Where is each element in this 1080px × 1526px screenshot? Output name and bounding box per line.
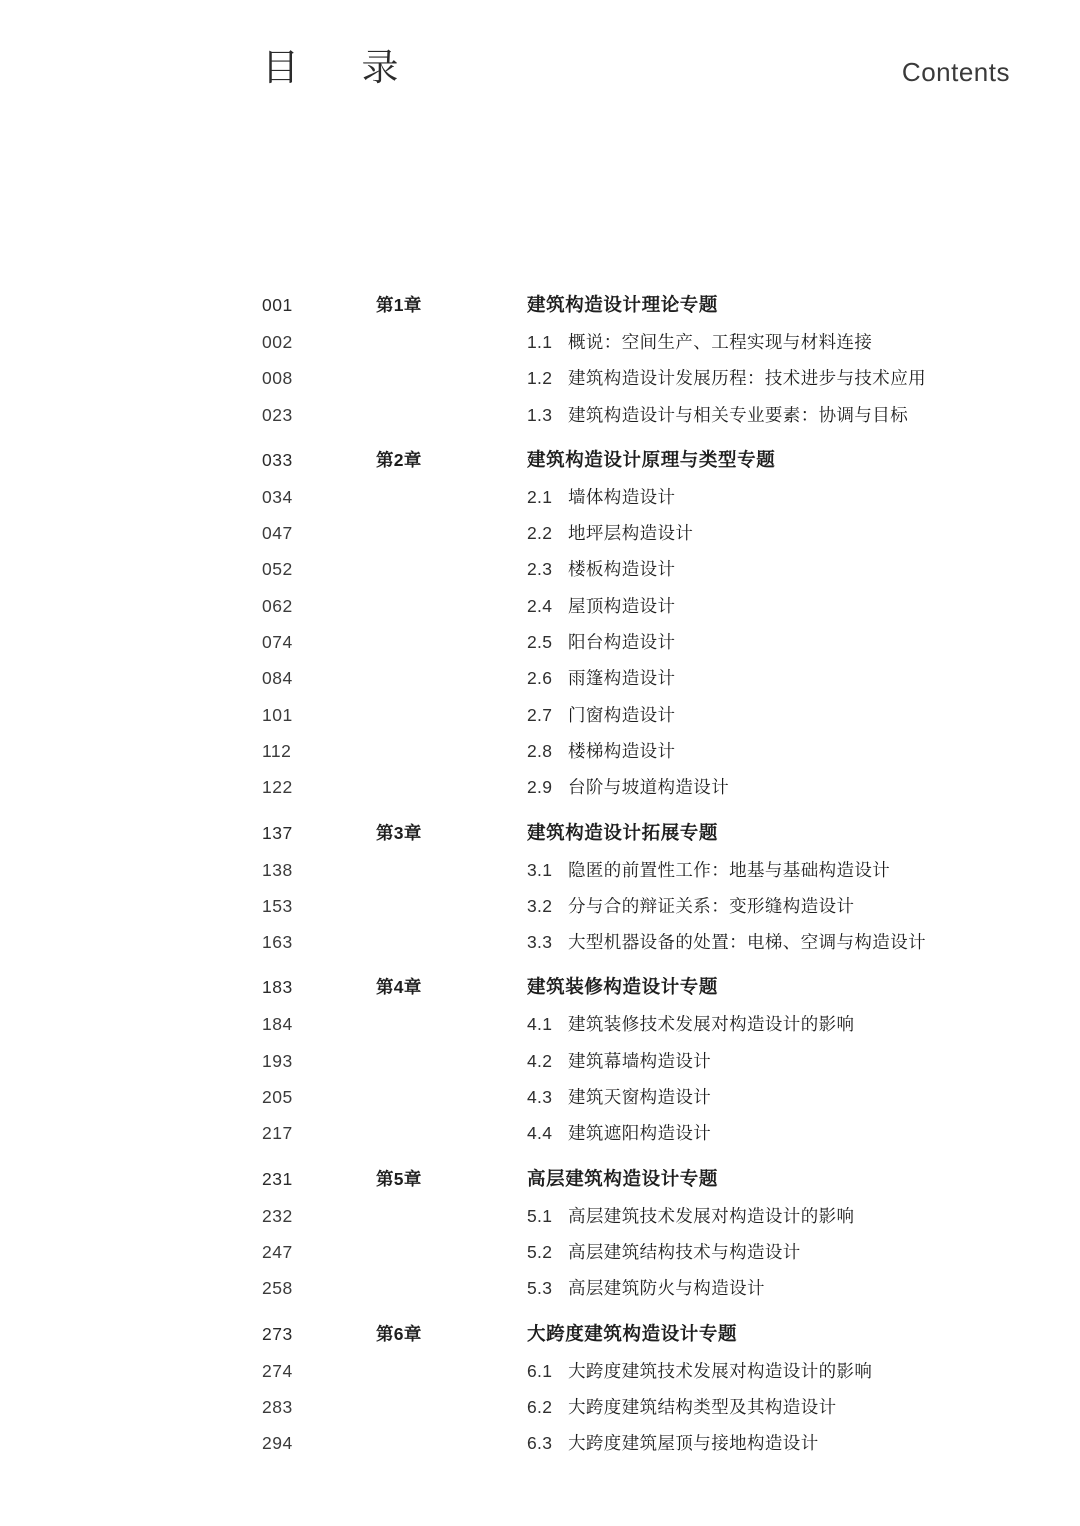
toc-entry-title: 建筑构造设计发展历程：技术进步与技术应用 (568, 368, 926, 389)
toc-section-number: 1.3 (527, 404, 553, 425)
toc-entry-title: 大跨度建筑结构类型及其构造设计 (568, 1396, 837, 1417)
toc-section-row[interactable] (0, 397, 1080, 433)
toc-page-number: 183 (262, 977, 293, 998)
toc-chapter-row[interactable] (0, 1160, 1080, 1198)
toc-section-number: 2.4 (527, 595, 553, 616)
toc-entry-title: 建筑构造设计原理与类型专题 (527, 448, 776, 470)
toc-page-number: 122 (262, 777, 293, 798)
toc-page-number: 217 (262, 1123, 293, 1144)
toc-entry-title: 大跨度建筑技术发展对构造设计的影响 (568, 1360, 873, 1381)
toc-entry-title: 楼板构造设计 (568, 559, 676, 580)
toc-section-number: 6.1 (527, 1360, 553, 1381)
toc-section-row[interactable] (0, 1425, 1080, 1461)
toc-section-row[interactable] (0, 1079, 1080, 1115)
toc-page-number: 153 (262, 895, 293, 916)
toc-section-number: 2.2 (527, 523, 553, 544)
toc-entry-title: 地坪层构造设计 (568, 523, 694, 544)
toc-page-number: 193 (262, 1050, 293, 1071)
toc-section-number: 2.6 (527, 668, 553, 689)
toc-page-number: 008 (262, 368, 293, 389)
toc-page-number: 074 (262, 632, 293, 653)
toc-entry-title: 门窗构造设计 (568, 704, 676, 725)
toc-page-number: 163 (262, 932, 293, 953)
toc-entry-title: 建筑构造设计拓展专题 (527, 821, 719, 843)
toc-page-number: 283 (262, 1396, 293, 1417)
toc-entry-title: 屋顶构造设计 (568, 595, 676, 616)
toc-section-number: 2.1 (527, 486, 553, 507)
toc-section-row[interactable] (0, 360, 1080, 396)
toc-entry-title: 分与合的辩证关系：变形缝构造设计 (568, 895, 855, 916)
toc-page-number: 273 (262, 1323, 293, 1344)
toc-section-row[interactable] (0, 1006, 1080, 1042)
toc-entry-title: 建筑构造设计与相关专业要素：协调与目标 (568, 404, 909, 425)
toc-entry-title: 大跨度建筑构造设计专题 (527, 1322, 738, 1344)
toc-chapter-label: 第1章 (376, 295, 422, 315)
toc-page-number: 034 (262, 486, 293, 507)
page-header (0, 44, 1080, 104)
toc-entry-title: 高层建筑防火与构造设计 (568, 1278, 765, 1299)
toc-page-number: 232 (262, 1205, 293, 1226)
toc-section-number: 2.3 (527, 559, 553, 580)
toc-chapter-label: 第6章 (376, 1323, 422, 1344)
toc-section-number: 2.9 (527, 777, 553, 798)
toc-entry-title: 概说：空间生产、工程实现与材料连接 (568, 332, 873, 352)
toc-page-number: 247 (262, 1241, 293, 1262)
toc-chapter-row[interactable] (0, 1315, 1080, 1353)
toc-chapter-label: 第4章 (376, 977, 422, 998)
toc-entry-title: 大型机器设备的处置：电梯、空调与构造设计 (568, 932, 926, 953)
toc-entry-title: 建筑天窗构造设计 (568, 1087, 712, 1108)
toc-section-number: 3.3 (527, 932, 553, 953)
toc-page-number: 023 (262, 404, 293, 425)
toc-section-number: 5.3 (527, 1278, 553, 1299)
toc-section-row[interactable] (0, 660, 1080, 696)
toc-section-row[interactable] (0, 1115, 1080, 1151)
toc-page-number: 205 (262, 1087, 293, 1108)
toc-entry-title: 建筑幕墙构造设计 (568, 1050, 712, 1071)
toc-entry-title: 大跨度建筑屋顶与接地构造设计 (568, 1433, 819, 1454)
toc-entry-title: 阳台构造设计 (568, 632, 676, 653)
toc-page-number: 033 (262, 449, 293, 470)
toc-page-number: 258 (262, 1278, 293, 1299)
toc-section-number: 4.1 (527, 1014, 553, 1035)
toc-page-number: 138 (262, 859, 293, 880)
toc-section-row[interactable] (0, 588, 1080, 624)
toc-entry-title: 隐匿的前置性工作：地基与基础构造设计 (568, 859, 891, 880)
toc-entry-title: 建筑构造设计理论专题 (527, 294, 719, 315)
toc-page-number: 002 (262, 332, 293, 352)
toc-entry-title: 建筑装修技术发展对构造设计的影响 (568, 1014, 855, 1035)
toc-section-number: 2.5 (527, 632, 553, 653)
toc-chapter-label: 第5章 (376, 1168, 422, 1189)
toc-section-row[interactable] (0, 733, 1080, 769)
toc-section-number: 4.3 (527, 1087, 553, 1108)
toc-section-number: 4.4 (527, 1123, 553, 1144)
toc-section-number: 5.1 (527, 1205, 553, 1226)
toc-section-row[interactable] (0, 1198, 1080, 1234)
toc-section-row[interactable] (0, 1389, 1080, 1425)
table-of-contents (0, 286, 1080, 1461)
toc-section-row[interactable] (0, 551, 1080, 587)
toc-page-number: 112 (262, 740, 292, 761)
page-title-en: Contents (901, 57, 1010, 87)
toc-entry-title: 高层建筑结构技术与构造设计 (568, 1241, 801, 1262)
toc-section-row[interactable] (0, 1353, 1080, 1389)
toc-entry-title: 台阶与坡道构造设计 (568, 777, 730, 798)
toc-page-number: 047 (262, 523, 293, 544)
toc-section-number: 4.2 (527, 1050, 553, 1071)
toc-section-number: 1.1 (527, 332, 553, 352)
toc-entry-title: 墙体构造设计 (568, 486, 676, 507)
toc-section-number: 3.1 (527, 859, 553, 880)
toc-chapter-row[interactable] (0, 441, 1080, 479)
toc-page-number: 231 (262, 1168, 293, 1189)
toc-chapter-row[interactable] (0, 286, 1080, 324)
toc-section-number: 6.3 (527, 1433, 553, 1454)
toc-section-number: 5.2 (527, 1241, 553, 1262)
page-title-cn: 目 录 (262, 47, 413, 88)
toc-page-number: 062 (262, 595, 293, 616)
toc-entry-title: 建筑装修构造设计专题 (527, 976, 719, 998)
toc-section-row[interactable] (0, 479, 1080, 515)
toc-entry-title: 楼梯构造设计 (568, 740, 676, 761)
toc-chapter-row[interactable] (0, 814, 1080, 852)
toc-section-row[interactable] (0, 888, 1080, 924)
toc-page-number: 274 (262, 1360, 293, 1381)
toc-chapter-label: 第3章 (376, 822, 422, 843)
toc-section-number: 3.2 (527, 895, 553, 916)
toc-page-number: 294 (262, 1433, 293, 1454)
toc-page-number: 084 (262, 668, 293, 689)
toc-entry-title: 高层建筑构造设计专题 (527, 1167, 719, 1189)
toc-chapter-row[interactable] (0, 968, 1080, 1006)
toc-section-row[interactable] (0, 924, 1080, 960)
toc-section-number: 2.7 (527, 704, 553, 725)
toc-section-number: 6.2 (527, 1396, 553, 1417)
toc-section-number: 2.8 (527, 740, 553, 761)
toc-entry-title: 建筑遮阳构造设计 (568, 1123, 712, 1144)
toc-entry-title: 高层建筑技术发展对构造设计的影响 (568, 1205, 855, 1226)
toc-chapter-label: 第2章 (376, 449, 422, 470)
toc-section-row[interactable] (0, 624, 1080, 660)
toc-section-row[interactable] (0, 697, 1080, 733)
toc-page-number: 101 (262, 704, 293, 725)
toc-page-number: 137 (262, 822, 293, 843)
toc-section-number: 1.2 (527, 368, 553, 389)
toc-section-row[interactable] (0, 1270, 1080, 1306)
toc-page-number: 052 (262, 559, 293, 580)
toc-section-row[interactable] (0, 324, 1080, 360)
toc-entry-title: 雨篷构造设计 (568, 668, 676, 689)
toc-page-number: 184 (262, 1014, 293, 1035)
toc-section-row[interactable] (0, 852, 1080, 888)
toc-page-number: 001 (262, 295, 293, 315)
toc-section-row[interactable] (0, 1234, 1080, 1270)
toc-section-row[interactable] (0, 769, 1080, 805)
toc-section-row[interactable] (0, 515, 1080, 551)
toc-section-row[interactable] (0, 1043, 1080, 1079)
